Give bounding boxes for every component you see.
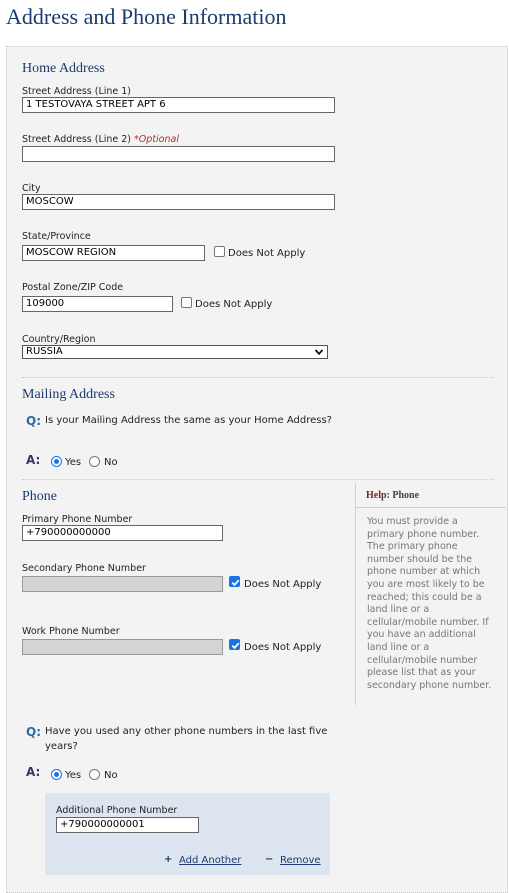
secondary-phone-input[interactable] <box>22 576 223 592</box>
street1-label: Street Address (Line 1) <box>22 86 132 97</box>
street2-label-text: Street Address (Line 2) <box>22 134 132 145</box>
mailing-no-label: No <box>104 457 118 468</box>
secondary-does-not-apply-label: Does Not Apply <box>244 579 322 590</box>
other-phones-no-radio[interactable] <box>89 769 100 780</box>
help-title-prefix: Help: <box>366 490 390 501</box>
chevron-down-icon <box>314 347 324 357</box>
minus-icon[interactable]: − <box>265 854 274 865</box>
state-input[interactable]: MOSCOW REGION <box>22 245 205 261</box>
phone-heading: Phone <box>22 489 57 504</box>
answer-marker-icon: A: <box>26 453 41 467</box>
work-phone-input[interactable] <box>22 639 223 655</box>
other-phones-question-text: Have you used any other phone numbers in the last five years? <box>45 726 328 752</box>
form-panel <box>6 46 508 893</box>
plus-icon[interactable]: + <box>164 854 173 865</box>
other-phones-yes-label: Yes <box>65 770 82 781</box>
state-label: State/Province <box>22 231 91 242</box>
mailing-yes-label: Yes <box>65 457 82 468</box>
question-marker-icon: Q: <box>26 725 41 739</box>
country-select-value: RUSSIA <box>26 346 63 357</box>
help-title <box>366 490 419 501</box>
postal-input[interactable]: 109000 <box>22 296 173 312</box>
country-select[interactable] <box>22 345 328 359</box>
mailing-address-heading: Mailing Address <box>22 387 115 402</box>
mailing-question-text: Is your Mailing Address the same as your Home Address? <box>45 415 332 426</box>
postal-does-not-apply-label: Does Not Apply <box>195 299 273 310</box>
checkmark-icon <box>230 577 241 588</box>
checkmark-icon <box>230 640 241 651</box>
help-divider <box>356 507 506 508</box>
city-label: City <box>22 183 41 194</box>
state-does-not-apply-checkbox[interactable] <box>214 246 225 257</box>
other-phones-no-label: No <box>104 770 118 781</box>
state-does-not-apply-label: Does Not Apply <box>228 248 306 259</box>
other-phones-yes-radio[interactable] <box>51 769 62 780</box>
primary-phone-label: Primary Phone Number <box>22 514 133 525</box>
city-input[interactable]: MOSCOW <box>22 194 335 210</box>
optional-marker: *Optional <box>134 134 179 145</box>
mailing-no-radio[interactable] <box>89 456 100 467</box>
mailing-yes-radio[interactable] <box>51 456 62 467</box>
section-divider <box>22 377 494 378</box>
add-another-link[interactable]: Add Another <box>179 855 242 866</box>
answer-marker-icon: A: <box>26 765 41 779</box>
street1-input[interactable]: 1 TESTOVAYA STREET APT 6 <box>22 97 335 113</box>
street2-label <box>22 134 179 145</box>
section-divider <box>22 479 494 480</box>
additional-phone-input[interactable]: +790000000001 <box>56 817 199 833</box>
primary-phone-input[interactable]: +790000000000 <box>22 525 223 541</box>
work-does-not-apply-label: Does Not Apply <box>244 642 322 653</box>
postal-does-not-apply-checkbox[interactable] <box>181 297 192 308</box>
street2-input[interactable] <box>22 146 335 162</box>
country-label: Country/Region <box>22 334 96 345</box>
work-does-not-apply-checkbox[interactable] <box>229 639 240 650</box>
page-title: Address and Phone Information <box>6 4 287 29</box>
help-body: You must provide a primary phone number. The primary phone number should be the phone number at which you are most likely to be reached; this could be a land line or a cellular/mobile number. If you have an additional land line or a cellular/mobile number please list that as your secondary phone number. <box>367 516 492 691</box>
secondary-does-not-apply-checkbox[interactable] <box>229 576 240 587</box>
remove-link[interactable]: Remove <box>280 855 321 866</box>
question-marker-icon: Q: <box>26 414 41 428</box>
help-box <box>355 483 507 705</box>
additional-phone-label: Additional Phone Number <box>56 805 178 816</box>
secondary-phone-label: Secondary Phone Number <box>22 563 146 574</box>
additional-phone-box <box>45 793 330 875</box>
work-phone-label: Work Phone Number <box>22 626 120 637</box>
home-address-heading: Home Address <box>22 61 105 76</box>
postal-label: Postal Zone/ZIP Code <box>22 282 124 293</box>
help-title-topic: Phone <box>392 490 420 501</box>
